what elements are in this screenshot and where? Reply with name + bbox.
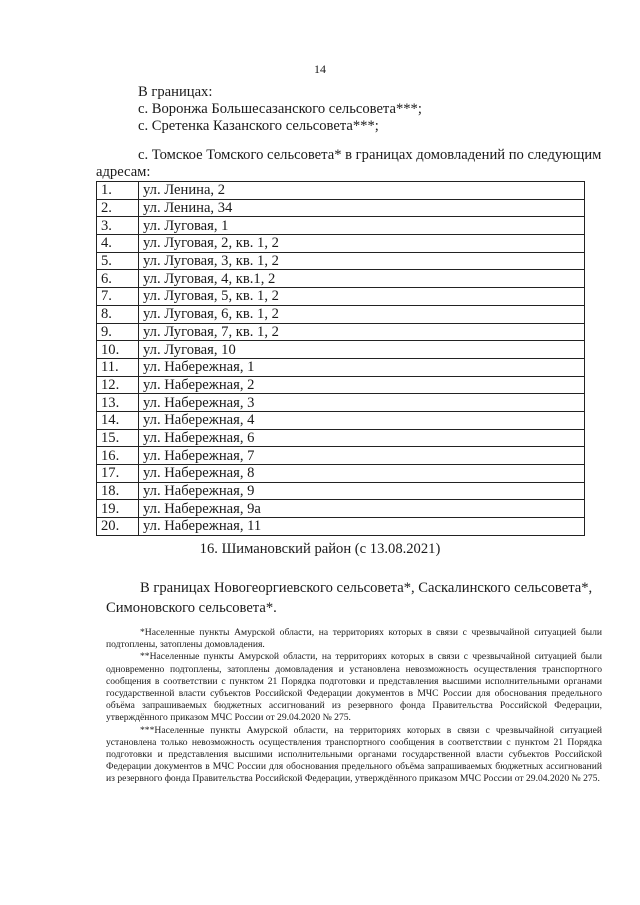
- row-number: 8.: [97, 305, 139, 323]
- table-row: [97, 305, 585, 323]
- table-row: [97, 518, 585, 536]
- table-row: [97, 358, 585, 376]
- table-row: [97, 411, 585, 429]
- footnote-one-star: *Населенные пункты Амурской области, на территориях которых в связи с чрезвычайной ситуацией были подтоплены, затоплены домовладения.: [106, 627, 602, 651]
- row-number: 11.: [97, 358, 139, 376]
- row-number: 10.: [97, 341, 139, 359]
- table-row: [97, 341, 585, 359]
- row-address: ул. Набережная, 3: [139, 394, 585, 412]
- district-text: [106, 578, 602, 618]
- row-address: ул. Луговая, 10: [139, 341, 585, 359]
- row-number: 19.: [97, 500, 139, 518]
- tomskoe-intro-line2: адресам:: [96, 164, 151, 180]
- row-address: ул. Набережная, 9: [139, 482, 585, 500]
- boundary-item: с. Воронжа Большесазанского сельсовета***;: [138, 101, 422, 117]
- row-number: 3.: [97, 217, 139, 235]
- row-address: ул. Ленина, 34: [139, 199, 585, 217]
- row-number: 15.: [97, 429, 139, 447]
- row-address: ул. Набережная, 11: [139, 518, 585, 536]
- table-row: [97, 199, 585, 217]
- row-address: ул. Луговая, 1: [139, 217, 585, 235]
- row-number: 7.: [97, 288, 139, 306]
- row-address: ул. Луговая, 5, кв. 1, 2: [139, 288, 585, 306]
- row-number: 17.: [97, 465, 139, 483]
- row-address: ул. Луговая, 7, кв. 1, 2: [139, 323, 585, 341]
- footnote-two-star: **Населенные пункты Амурской области, на территориях которых в связи с чрезвычайной ситуацией были одновременно подтоплены, затоплены домовладения и установлена невозможность осуществления транспортного сообщения в соответствии с пунктом 21 Порядка подготовки и представления высшими исполнительными органами государственной власти субъектов Российской Федерации документов в МЧС России для обоснования предельного объёма запрашиваемых бюджетных ассигнований из резервного фонда Правительства Российской Федерации, утверждённого приказом МЧС России от 29.04.2020 № 275.: [106, 651, 602, 724]
- row-address: ул. Луговая, 2, кв. 1, 2: [139, 235, 585, 253]
- table-row: [97, 394, 585, 412]
- table-row: [97, 235, 585, 253]
- row-address: ул. Набережная, 8: [139, 465, 585, 483]
- table-row: [97, 270, 585, 288]
- row-address: ул. Набережная, 9а: [139, 500, 585, 518]
- table-row: [97, 376, 585, 394]
- table-row: [97, 182, 585, 200]
- row-number: 18.: [97, 482, 139, 500]
- table-row: [97, 252, 585, 270]
- row-number: 16.: [97, 447, 139, 465]
- table-row: [97, 429, 585, 447]
- row-number: 9.: [97, 323, 139, 341]
- address-table: [96, 181, 585, 536]
- row-address: ул. Луговая, 3, кв. 1, 2: [139, 252, 585, 270]
- boundaries-section: [138, 84, 422, 135]
- row-number: 1.: [97, 182, 139, 200]
- district-text-line2: Симоновского сельсовета*.: [106, 600, 277, 616]
- row-address: ул. Набережная, 7: [139, 447, 585, 465]
- row-number: 2.: [97, 199, 139, 217]
- boundary-item: с. Сретенка Казанского сельсовета***;: [138, 118, 379, 134]
- row-address: ул. Набережная, 4: [139, 411, 585, 429]
- district-text-line1: В границах Новогеоргиевского сельсовета*, Саскалинского сельсовета*,: [140, 580, 593, 596]
- table-row: [97, 465, 585, 483]
- row-address: ул. Луговая, 6, кв. 1, 2: [139, 305, 585, 323]
- tomskoe-intro-line1: с. Томское Томского сельсовета* в границах домовладений по следующим: [138, 147, 602, 163]
- footnote-three-star: ***Населенные пункты Амурской области, на территориях которых в связи с чрезвычайной ситуацией установлена только невозможность осуществления транспортного сообщения в соответствии с пунктом 21 Порядка подготовки и представления высшими исполнительными органами государственной власти субъектов Российской Федерации документов в МЧС России для обоснования предельного объёма запрашиваемых бюджетных ассигнований из резервного фонда Правительства Российской Федерации, утверждённого приказом МЧС России от 29.04.2020 № 275.: [106, 724, 602, 785]
- row-address: ул. Набережная, 1: [139, 358, 585, 376]
- row-number: 4.: [97, 235, 139, 253]
- row-number: 14.: [97, 411, 139, 429]
- table-row: [97, 217, 585, 235]
- row-number: 5.: [97, 252, 139, 270]
- table-row: [97, 323, 585, 341]
- tomskoe-intro: [96, 147, 604, 181]
- row-address: ул. Ленина, 2: [139, 182, 585, 200]
- table-row: [97, 447, 585, 465]
- table-row: [97, 288, 585, 306]
- table-row: [97, 500, 585, 518]
- row-address: ул. Луговая, 4, кв.1, 2: [139, 270, 585, 288]
- boundaries-heading: В границах:: [138, 84, 213, 100]
- row-number: 6.: [97, 270, 139, 288]
- page-number: 14: [314, 62, 326, 76]
- row-number: 20.: [97, 518, 139, 536]
- district-heading: 16. Шимановский район (с 13.08.2021): [199, 541, 441, 557]
- row-number: 13.: [97, 394, 139, 412]
- footnotes: [106, 627, 602, 786]
- row-address: ул. Набережная, 2: [139, 376, 585, 394]
- row-address: ул. Набережная, 6: [139, 429, 585, 447]
- row-number: 12.: [97, 376, 139, 394]
- table-row: [97, 482, 585, 500]
